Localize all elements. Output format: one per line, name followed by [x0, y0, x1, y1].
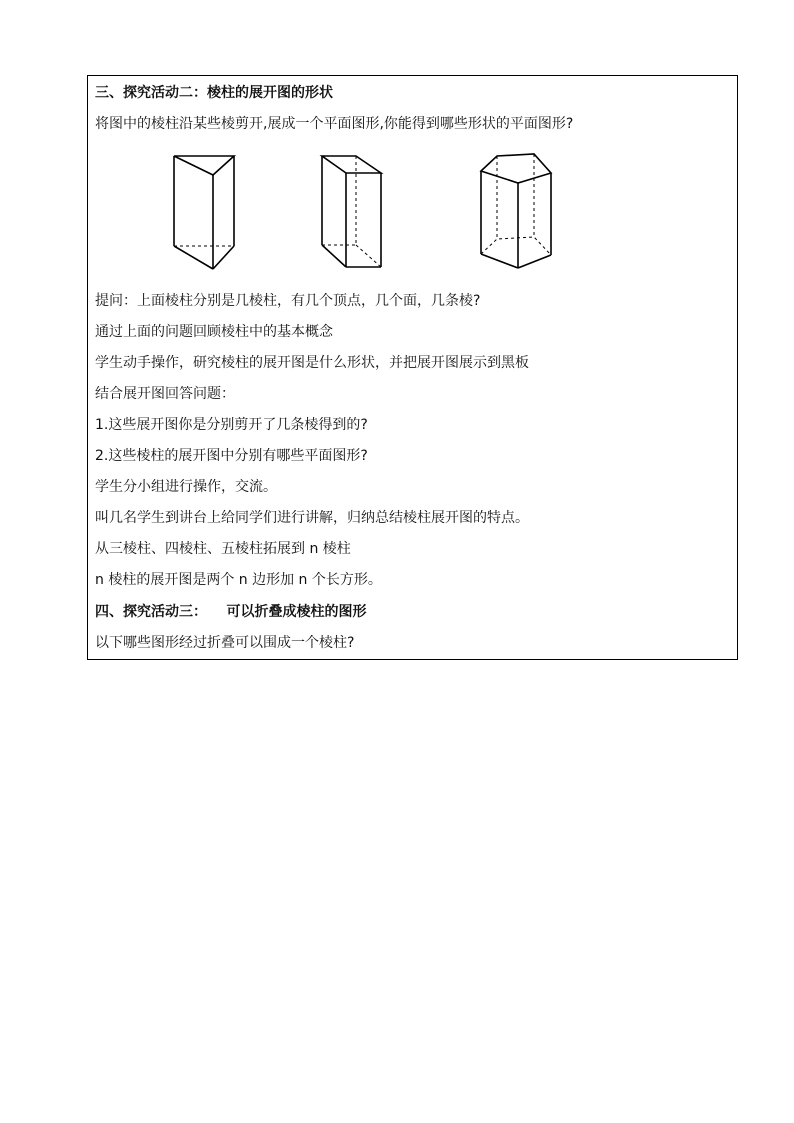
section3-question: 将图中的棱柱沿某些棱剪开,展成一个平面图形,你能得到哪些形状的平面图形?	[95, 116, 574, 132]
rectangular-prism-figure	[316, 151, 386, 271]
text-line-6: 2.这些棱柱的展开图中分别有哪些平面图形?	[95, 448, 368, 464]
text-line-3: 学生动手操作，研究棱柱的展开图是什么形状，并把展开图展示到黑板	[95, 355, 529, 371]
text-line-1: 提问：上面棱柱分别是几棱柱，有几个顶点，几个面，几条棱?	[95, 293, 481, 309]
pent-top-face	[481, 154, 551, 183]
pent-bottom-left	[481, 254, 518, 268]
rect-hidden-bottom-right	[356, 245, 381, 267]
triangular-prism-figure	[168, 151, 243, 271]
text-line-7: 学生分小组进行操作，交流。	[95, 479, 277, 495]
text-line-8: 叫几名学生到讲台上给同学们进行讲解，归纳总结棱柱展开图的特点。	[95, 510, 529, 526]
pentagonal-prism-figure	[476, 151, 556, 271]
tri-bottom-front-left	[174, 246, 213, 269]
content-table-cell	[87, 75, 738, 660]
tri-bottom-front-right	[213, 246, 234, 269]
pent-hidden-bottom	[481, 237, 551, 255]
text-line-4: 结合展开图回答问题：	[95, 386, 235, 402]
text-line-10: n 棱柱的展开图是两个 n 边形加 n 个长方形。	[95, 572, 382, 588]
tri-top-face	[174, 156, 234, 175]
section3-title: 三、探究活动二：棱柱的展开图的形状	[95, 85, 333, 101]
text-line-2: 通过上面的问题回顾棱柱中的基本概念	[95, 324, 333, 340]
pent-bottom-right	[518, 255, 551, 268]
section4-title: 四、探究活动三： 可以折叠成棱柱的图形	[95, 604, 367, 620]
text-line-9: 从三棱柱、四棱柱、五棱柱拓展到 n 棱柱	[95, 541, 351, 557]
rect-bottom-left	[322, 245, 346, 267]
section4-question: 以下哪些图形经过折叠可以围成一个棱柱?	[95, 635, 355, 651]
prism-figures	[88, 146, 737, 276]
text-line-5: 1.这些展开图你是分别剪开了几条棱得到的?	[95, 417, 368, 433]
rect-top-face	[322, 156, 381, 173]
